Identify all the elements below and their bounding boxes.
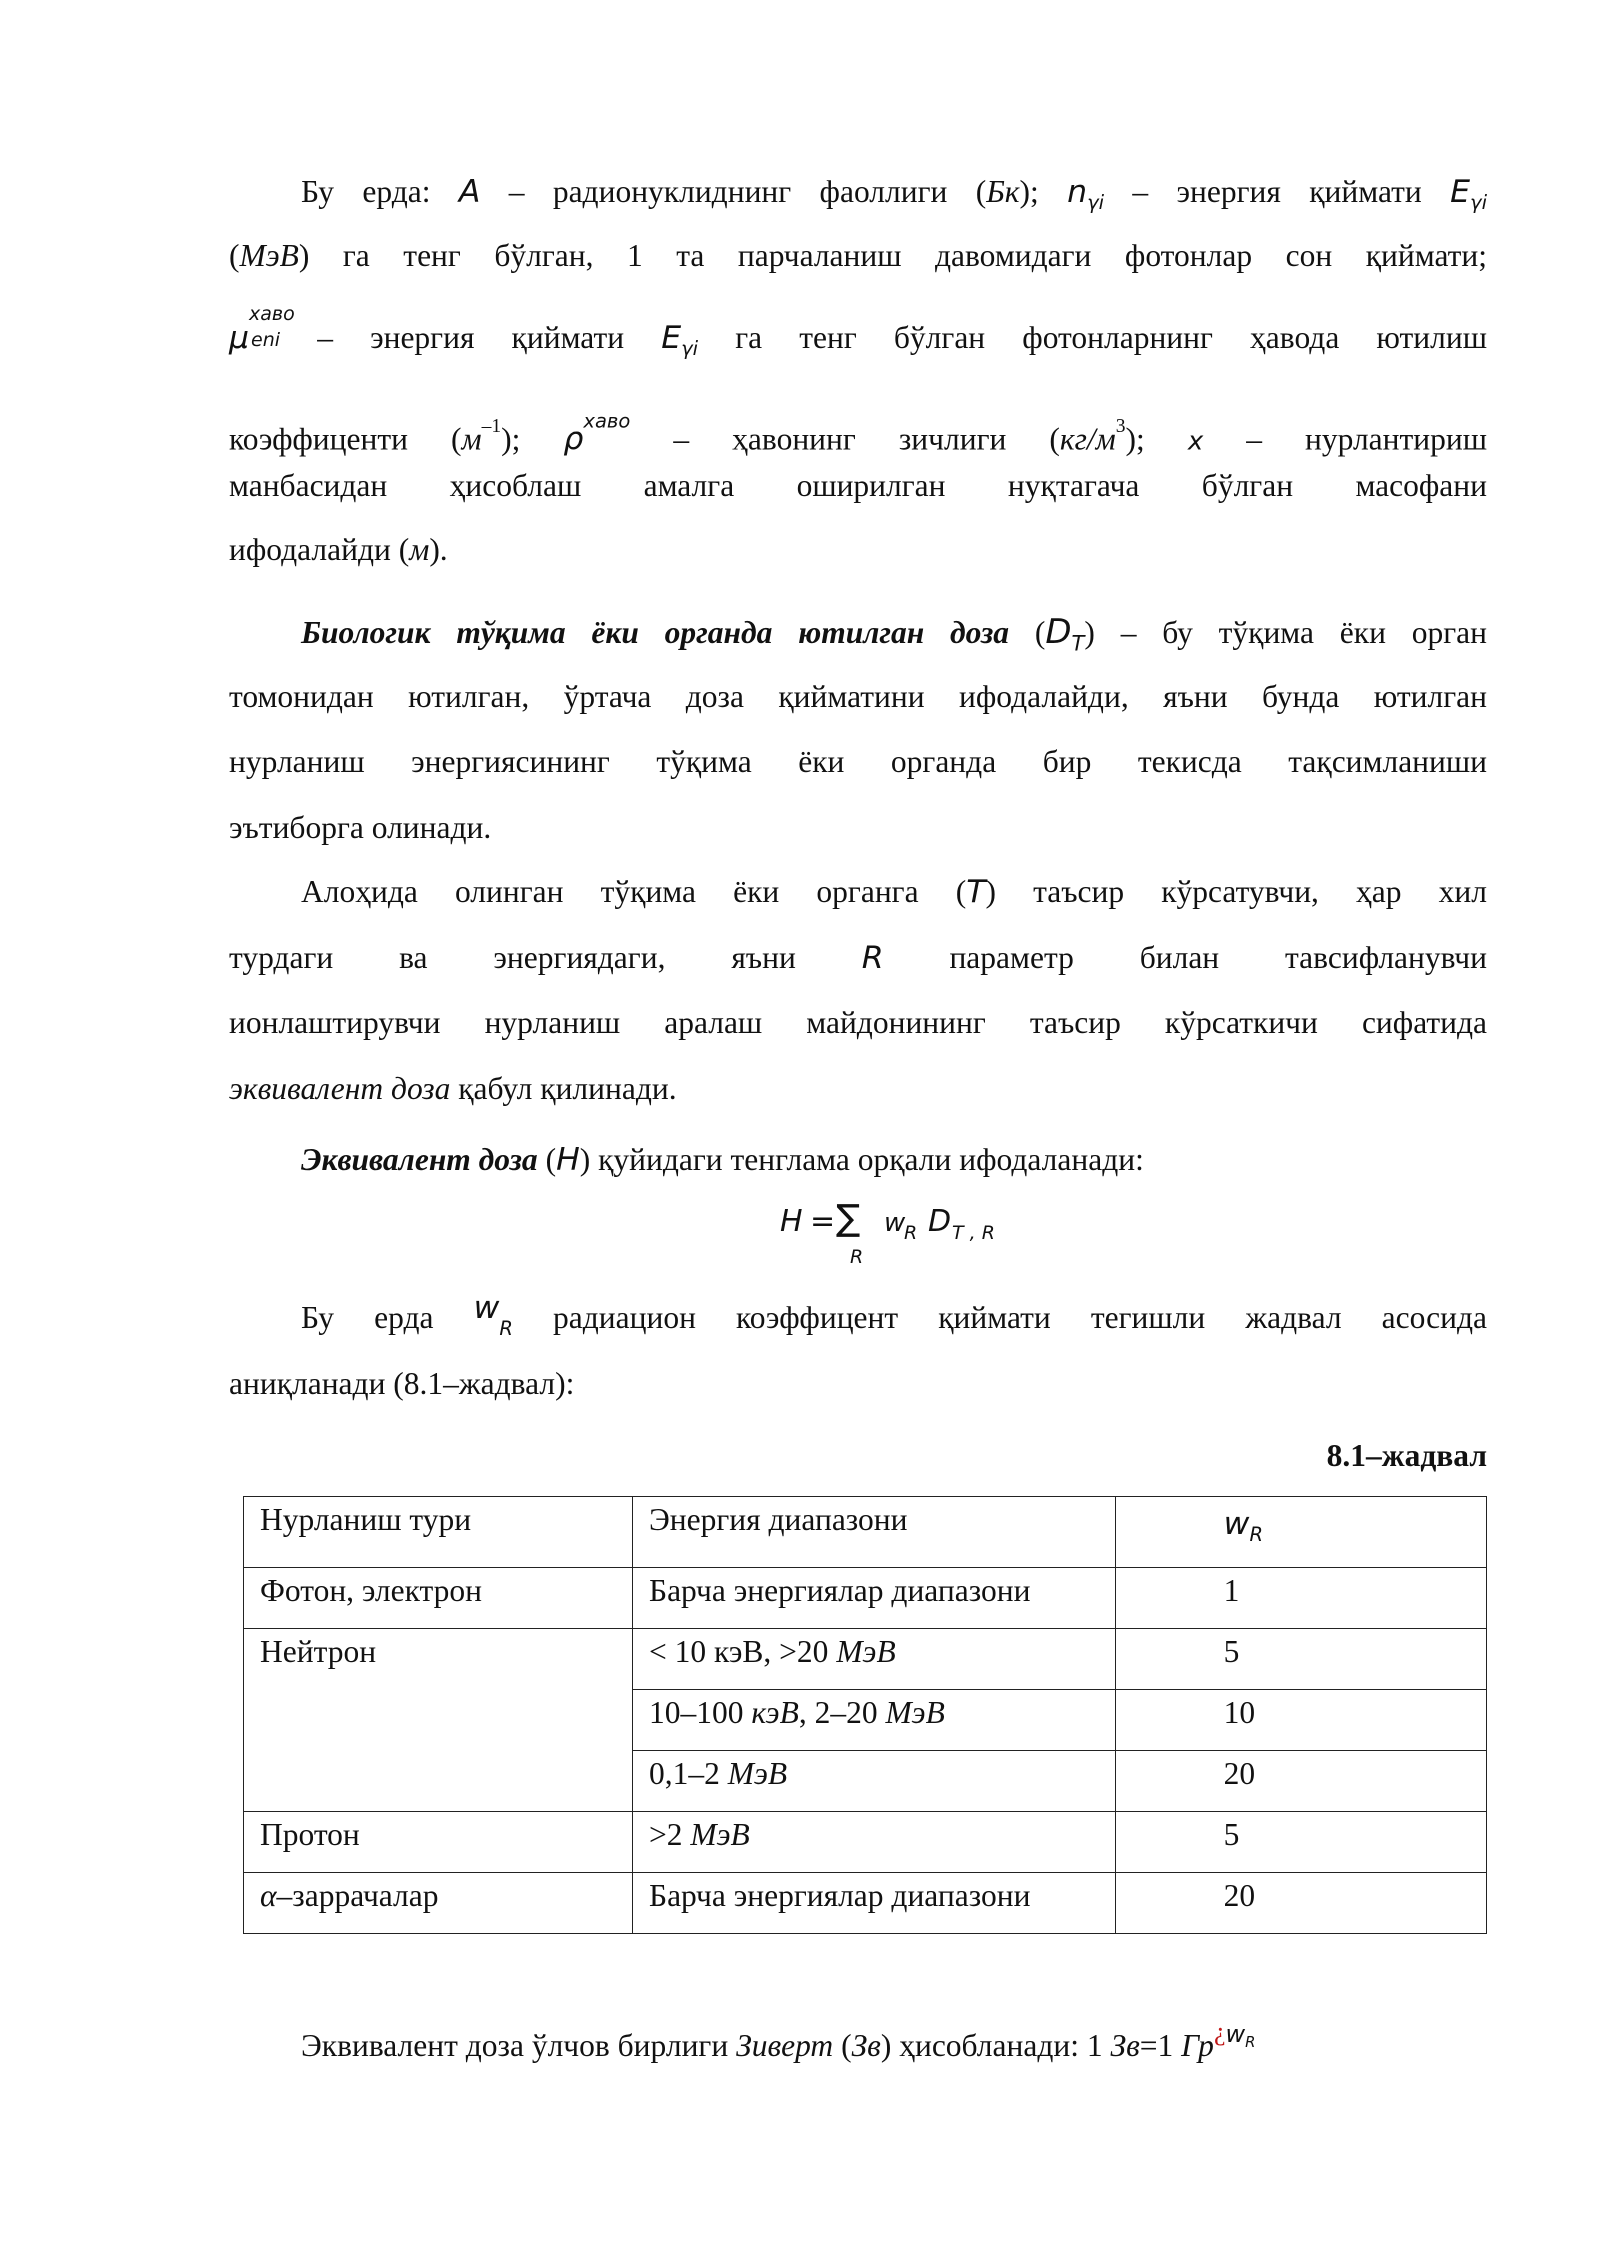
para2-line2: томонидан ютилган, ўртача доза қийматини ифодалайди, яъни бунда ютилган bbox=[229, 679, 1487, 714]
cell-type: α–заррачалар bbox=[244, 1873, 633, 1934]
cell-w: 10 bbox=[1115, 1690, 1486, 1751]
cell-w: 5 bbox=[1115, 1812, 1486, 1873]
para5-line1: Бу ерда $w_R$ радиацион коэффицент қиймати тегишли жадвал асосида bbox=[301, 1290, 1487, 1340]
para1-line1: Бу ерда: A – радионуклиднинг фаоллиги (Бк); $n_{\gamma i}$ – энергия қиймати $E_{\gamma i}$ bbox=[301, 174, 1487, 214]
formula-w: w bbox=[884, 1208, 906, 1238]
cell-energy: >2 МэВ bbox=[632, 1812, 1115, 1873]
var-n: $n_{\gamma i}$ bbox=[1067, 174, 1105, 214]
cell-energy: 0,1–2 МэВ bbox=[632, 1751, 1115, 1812]
para2-line3: нурланиш энергиясининг тўқима ёки органда бир текисда тақсимланиши bbox=[229, 744, 1487, 779]
table-row bbox=[244, 1873, 1487, 1934]
term-equivalent-dose: Эквивалент доза bbox=[301, 1142, 538, 1177]
sievert-unit-line: Эквивалент доза ўлчов бирлиги Зиверт (Зв) ҳисобланади: 1 Зв=1 $Гр^{¿w_R}$ bbox=[301, 2017, 1256, 2063]
cell-energy: < 10 кэВ, >20 МэВ bbox=[632, 1629, 1115, 1690]
cell-w: 20 bbox=[1115, 1873, 1486, 1934]
header-energy-range: Энергия диапазони bbox=[632, 1497, 1115, 1568]
formula-sum-sign: ∑ bbox=[836, 1198, 861, 1239]
para2-line1: Биологик тўқима ёки органда ютилган доза $(D_T)$ – бу тўқима ёки орган bbox=[301, 612, 1487, 656]
para1-line5: манбасидан ҳисоблаш амалга оширилган нуқтагача бўлган масофани bbox=[229, 468, 1487, 503]
table-caption: 8.1–жадвал bbox=[1326, 1438, 1487, 1473]
formula-sum-index: R bbox=[850, 1246, 864, 1268]
var-w: $w_R$ bbox=[473, 1290, 513, 1340]
para4-line1: Эквивалент доза (H) қуйидаги тенглама орқали ифодаланади: bbox=[301, 1142, 1144, 1178]
para5-line2: аниқланади (8.1–жадвал): bbox=[229, 1366, 575, 1401]
radiation-weighting-table bbox=[243, 1496, 1487, 1934]
formula-D-sub: T , R bbox=[952, 1222, 995, 1244]
var-A: A bbox=[458, 174, 481, 210]
var-E: $E_{\gamma i}$ bbox=[1450, 174, 1487, 214]
cell-energy: 10–100 кэВ, 2–20 МэВ bbox=[632, 1690, 1115, 1751]
cell-type: Фотон, электрон bbox=[244, 1568, 633, 1629]
cell-energy: Барча энергиялар диапазони bbox=[632, 1568, 1115, 1629]
broken-glyph: ¿ bbox=[1213, 2017, 1226, 2046]
para3-line4: эквивалент доза қабул қилинади. bbox=[229, 1071, 677, 1106]
var-H: H bbox=[556, 1142, 580, 1178]
para1-line3: μ хаво eni – энергия қиймати $E_{\gamma i}$ га тенг бўлган фотонларнинг ҳавода ютилиш bbox=[229, 318, 1487, 358]
cell-energy: Барча энергиялар диапазони bbox=[632, 1873, 1115, 1934]
table-row bbox=[244, 1629, 1487, 1690]
para1-line6: ифодалайди (м). bbox=[229, 532, 448, 567]
header-radiation-type: Нурланиш тури bbox=[244, 1497, 633, 1568]
formula-D: D bbox=[928, 1204, 952, 1239]
para1-line4: коэффиценти $(м^{-1})$; $\rho^{хаво}$ – ҳавонинг зичлиги $(кг/м^3)$; x – нурлантириш bbox=[229, 410, 1487, 458]
var-x: x bbox=[1187, 426, 1204, 457]
para3-line3: ионлаштирувчи нурланиш аралаш майдонининг таъсир кўрсаткичи сифатида bbox=[229, 1005, 1487, 1040]
var-E: $E_{\gamma i}$ bbox=[661, 320, 699, 360]
header-weighting-factor: $w_R$ bbox=[1115, 1497, 1486, 1568]
equivalent-dose-formula bbox=[780, 1196, 1080, 1276]
table-header-row bbox=[244, 1497, 1487, 1568]
cell-w: 20 bbox=[1115, 1751, 1486, 1812]
para2-line4: эътиборга олинади. bbox=[229, 810, 492, 845]
var-mu: μ хаво eni bbox=[229, 303, 295, 356]
formula-lhs: H bbox=[780, 1204, 803, 1239]
var-D: $D_T$ bbox=[1045, 612, 1085, 656]
var-T: T bbox=[966, 874, 986, 910]
formula-equals: = bbox=[810, 1204, 836, 1239]
table-row bbox=[244, 1568, 1487, 1629]
cell-type: Нейтрон bbox=[244, 1629, 633, 1812]
var-R: R bbox=[861, 940, 884, 976]
cell-type: Протон bbox=[244, 1812, 633, 1873]
cell-w: 5 bbox=[1115, 1629, 1486, 1690]
para3-line2: турдаги ва энергиядаги, яъни R параметр билан тавсифланувчи bbox=[229, 940, 1487, 976]
var-rho: $\rho^{хаво}$ bbox=[563, 410, 631, 458]
term-absorbed-dose: Биологик тўқима ёки органда ютилган доза bbox=[301, 615, 1010, 650]
formula-w-sub: R bbox=[904, 1222, 918, 1244]
table-row bbox=[244, 1812, 1487, 1873]
cell-w: 1 bbox=[1115, 1568, 1486, 1629]
para1-line2: (МэВ) га тенг бўлган, 1 та парчаланиш давомидаги фотонлар сон қиймати; bbox=[229, 238, 1487, 273]
para3-line1: Алоҳида олинган тўқима ёки органга (T) таъсир кўрсатувчи, ҳар хил bbox=[301, 874, 1488, 910]
